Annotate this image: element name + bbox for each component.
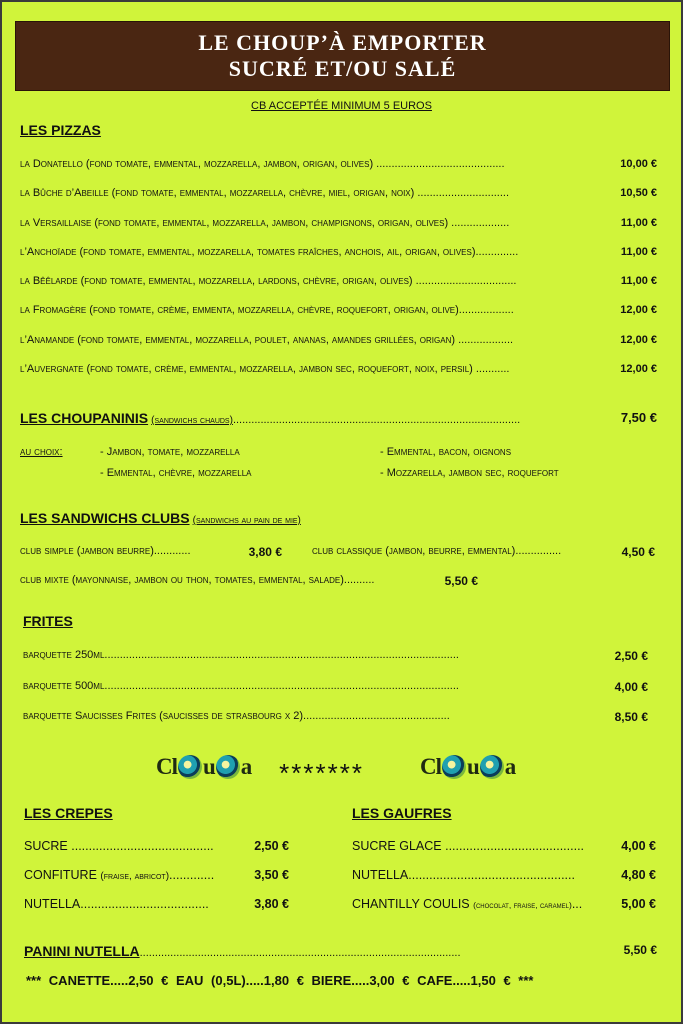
crepe-item: SUCRE ......................................... 2,50 €: [24, 839, 289, 853]
chouppa-logo-right: Cl u a: [420, 754, 516, 779]
crepe-price: 2,50 €: [254, 839, 289, 853]
pizza-label: la Versaillaise (fond tomate, emmental, mozzarella, jambon, champignons, origan, olives) ...................: [20, 217, 510, 229]
pizza-price: 11,00 €: [620, 246, 657, 258]
club-label: club mixte (mayonnaise, jambon ou thon, tomates, emmental, salade)..........: [20, 574, 375, 586]
club-price: 3,80 €: [248, 545, 282, 559]
frites-item: [23, 710, 648, 722]
panini-nutella-row: [24, 943, 657, 959]
club-item: [20, 574, 478, 586]
payment-note: CB ACCEPTÉE MINIMUM 5 EUROS: [251, 100, 432, 112]
frites-item: [23, 649, 648, 661]
panini-nutella-price: 5,50 €: [623, 943, 657, 957]
club-label: club classique (jambon, beurre, emmental)...............: [312, 545, 562, 557]
pizza-price: 12,00 €: [620, 334, 657, 346]
pizza-label: la Fromagère (fond tomate, crème, emmenta, mozzarella, chèvre, roquefort, origan, olive)..................: [20, 304, 514, 316]
frites-item: [23, 680, 648, 692]
swirl-icon: [178, 755, 202, 779]
pizza-label: la Bêêlarde (fond tomate, emmental, mozzarella, lardons, chèvre, origan, olives) .................................: [20, 275, 517, 287]
pizza-item: [20, 363, 657, 375]
frites-label: barquette 250ml....................................................................................................................: [23, 649, 459, 661]
crepe-item: CONFITURE (fraise, abricot)............. 3,50 €: [24, 868, 289, 882]
pizza-label: l’Auvergnate (fond tomate, crème, emmental, mozzarella, jambon sec, roquefort, noix, persil) ...........: [20, 363, 510, 375]
pizza-price: 10,50 €: [620, 187, 657, 199]
swirl-icon: [216, 755, 240, 779]
drinks-line: *** CANETTE.....2,50 € EAU (0,5L).....1,80 € BIERE.....3,00 € CAFE.....1,50 € ***: [26, 973, 534, 988]
choice-item: - Emmental, chèvre, mozzarella: [100, 467, 252, 479]
pizza-label: l’Anchoïade (fond tomate, emmental, mozzarella, tomates fraîches, anchois, ail, origan, olives)..............: [20, 246, 519, 258]
club-item: [20, 545, 282, 557]
gaufre-price: 4,80 €: [621, 868, 656, 882]
frites-heading: FRITES: [23, 613, 73, 629]
pizza-price: 10,00 €: [620, 158, 657, 170]
clubs-subtitle: (sandwichs au pain de mie): [192, 515, 301, 526]
choupaninis-price: 7,50 €: [620, 410, 657, 425]
pizza-item: [20, 246, 657, 258]
choice-item: - Emmental, bacon, oignons: [380, 446, 512, 458]
panini-nutella-heading: PANINI NUTELLA: [24, 943, 140, 959]
frites-label: barquette Saucisses Frites (saucisses de strasbourg x 2)................................................: [23, 710, 450, 722]
panini-nutella-dots: .........................................................................................................: [139, 947, 461, 959]
crepe-item: NUTELLA..................................... 3,80 €: [24, 897, 289, 911]
chouppa-logo-left: Cl u a: [156, 754, 252, 779]
pizza-item: [20, 334, 657, 346]
title-line-2: SUCRÉ ET/OU SALÉ: [228, 56, 457, 81]
choice-label: au choix:: [20, 446, 63, 458]
pizzas-heading: LES PIZZAS: [20, 122, 101, 138]
swirl-icon: [442, 755, 466, 779]
choupaninis-subtitle: (sandwichs chauds): [151, 415, 233, 426]
club-item: [312, 545, 655, 557]
pizza-item: [20, 304, 657, 316]
pizza-price: 12,00 €: [620, 304, 657, 316]
pizza-price: 11,00 €: [620, 275, 657, 287]
frites-price: 4,00 €: [614, 680, 648, 694]
crepe-price: 3,50 €: [254, 868, 289, 882]
stars-divider: *******: [278, 758, 363, 788]
pizza-label: la Donatello (fond tomate, emmental, mozzarella, jambon, origan, olives) ..........................................: [20, 158, 505, 170]
pizza-price: 12,00 €: [620, 363, 657, 375]
clubs-heading: LES SANDWICHS CLUBS: [20, 510, 190, 526]
choupaninis-dots: ..............................................................................................: [232, 414, 521, 426]
swirl-icon: [480, 755, 504, 779]
frites-price: 8,50 €: [614, 710, 648, 724]
pizza-item: [20, 187, 657, 199]
frites-price: 2,50 €: [614, 649, 648, 663]
gaufre-item: CHANTILLY COULIS (chocolat, fraise, caramel)... 5,00 €: [352, 897, 656, 911]
clubs-heading-row: [20, 510, 301, 526]
gaufre-item: SUCRE GLACE ........................................ 4,00 €: [352, 839, 656, 853]
frites-label: barquette 500ml....................................................................................................................: [23, 680, 459, 692]
choupaninis-heading: LES CHOUPANINIS: [20, 410, 149, 426]
club-price: 4,50 €: [621, 545, 655, 559]
pizza-item: [20, 158, 657, 170]
title-line-1: LE CHOUP’À EMPORTER: [198, 30, 487, 55]
gaufre-price: 4,00 €: [621, 839, 656, 853]
choupaninis-row: [20, 410, 657, 426]
crepes-heading: LES CREPES: [24, 805, 113, 821]
pizza-price: 11,00 €: [620, 217, 657, 229]
pizza-item: [20, 275, 657, 287]
gaufre-price: 5,00 €: [621, 897, 656, 911]
choice-item: - Mozzarella, jambon sec, roquefort: [380, 467, 559, 479]
gaufre-item: NUTELLA................................................ 4,80 €: [352, 868, 656, 882]
pizza-item: [20, 217, 657, 229]
pizza-label: la Bûche d’Abeille (fond tomate, emmental, mozzarella, chèvre, miel, origan, noix) ..............................: [20, 187, 510, 199]
pizza-label: l’Anamande (fond tomate, emmental, mozzarella, poulet, ananas, amandes grillées, origan) ..................: [20, 334, 514, 346]
club-label: club simple (jambon beurre)............: [20, 545, 191, 557]
title-banner: [15, 21, 670, 91]
menu-page: [2, 2, 681, 1022]
crepe-price: 3,80 €: [254, 897, 289, 911]
club-price: 5,50 €: [444, 574, 478, 588]
gaufres-heading: LES GAUFRES: [352, 805, 452, 821]
choice-item: - Jambon, tomate, mozzarella: [100, 446, 240, 458]
